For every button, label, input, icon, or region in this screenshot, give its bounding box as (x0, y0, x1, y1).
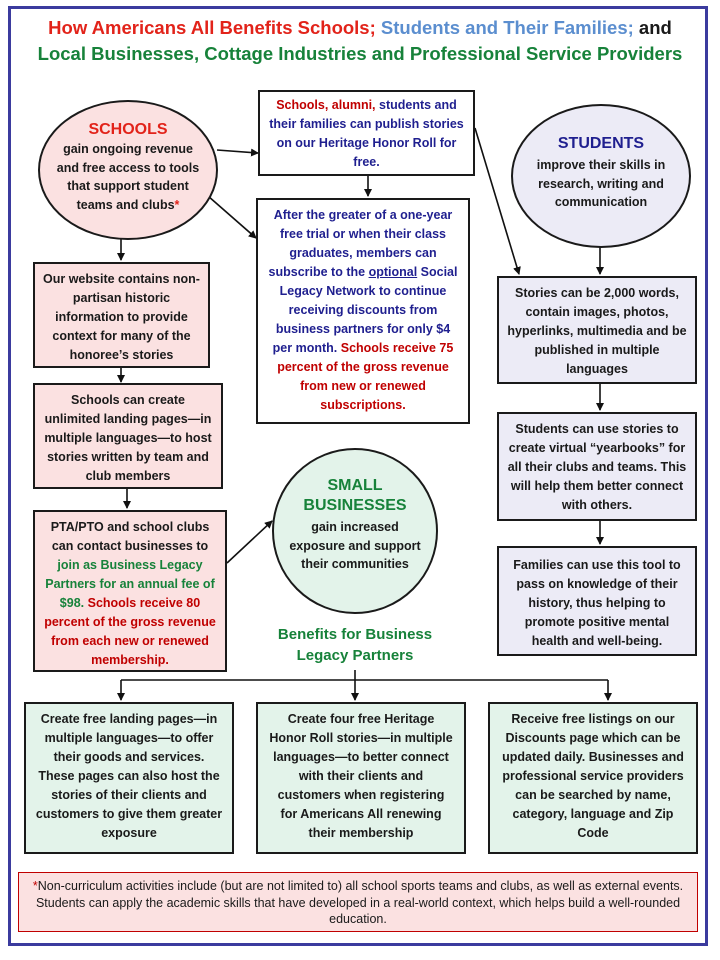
website-box: Our website contains non-partisan historic information to provide context for many of the honoree’s stories (33, 262, 210, 368)
pta-part3: Schools receive 80 percent of the gross revenue from each new or renewed membership. (44, 596, 216, 667)
footnote-box (18, 872, 698, 932)
publish-part1: Schools, alumni, (276, 98, 379, 112)
publish-part2: students and their families can publish stories on our Heritage Honor Roll for free. (269, 98, 464, 169)
schools-body: gain ongoing revenue and free access to tools that support student teams and clubs* (56, 142, 200, 212)
subscribe-optional: optional (368, 265, 418, 279)
arrow-schools-to-publish (217, 150, 258, 153)
small-businesses-circle (272, 448, 438, 614)
students-ellipse (511, 104, 691, 248)
subscribe-box (256, 198, 470, 424)
benefits-label: Benefits for Business Legacy Partners (277, 626, 433, 664)
landing-pages-box: Schools can create unlimited landing pages—in multiple languages—to host stories written by team and club members (33, 383, 223, 489)
benefit-discounts-box: Receive free listings on our Discounts page which can be updated daily. Businesses and professional service providers can be searched by name, category, language and Zip Code (488, 702, 698, 854)
students-heading: STUDENTS (557, 135, 645, 152)
footnote-text: Non-curriculum activities include (but are not limited to) all school sports teams and clubs, as well as external events. Students can apply the academic skills that have developed in a real-world context, which helps build a well-rounded education. (35, 879, 684, 926)
schools-asterisk: * (174, 197, 180, 212)
pta-part2: join as Business Legacy Partners for an annual fee of $98. (45, 558, 215, 610)
arrow-pta-to-smallbiz (227, 521, 272, 563)
title-schools: How Americans All Benefits Schools; (48, 17, 376, 38)
small-businesses-body: gain increased exposure and support their communities (289, 520, 421, 571)
schools-ellipse (38, 100, 218, 240)
arrow-schools-to-subscribe (208, 196, 256, 238)
subscribe-part1: After the greater of a one-year free trial or when their class graduates, members can subscribe to the (268, 208, 453, 279)
stories-box: Stories can be 2,000 words, contain images, photos, hyperlinks, multimedia and be published in multiple languages (497, 276, 697, 384)
title-line-2: Local Businesses, Cottage Industries and Professional Service Providers (37, 43, 683, 64)
pta-box (33, 510, 227, 672)
title-and: and (633, 17, 672, 38)
subscribe-part3: Schools receive 75 percent of the gross revenue from new or renewed subscriptions. (277, 341, 454, 412)
footnote-asterisk: * (32, 879, 38, 893)
families-box: Families can use this tool to pass on knowledge of their history, thus helping to promote positive mental health and well-being. (497, 546, 697, 656)
small-businesses-heading: SMALL BUSINESSES (303, 477, 407, 514)
benefit-honor-roll-box: Create four free Heritage Honor Roll stories—in multiple languages—to better connect with their clients and customers when registering for Americans All renewing their membership (256, 702, 466, 854)
publish-box (258, 90, 475, 176)
arrow-publish-to-stories (475, 128, 519, 274)
yearbook-box: Students can use stories to create virtual “yearbooks” for all their clubs and teams. This will help them better connect with others. (497, 412, 697, 521)
pta-part1: PTA/PTO and school clubs can contact businesses to (50, 520, 210, 553)
subscribe-part2: Social Legacy Network to continue receiving discounts from business partners for only $4 per month. (272, 265, 458, 355)
students-body: improve their skills in research, writing and communication (536, 158, 666, 209)
benefit-landing-pages-box: Create free landing pages—in multiple languages—to offer their goods and services. These pages can also host the stories of their clients and customers to give them greater exposure (24, 702, 234, 854)
schools-heading: SCHOOLS (88, 121, 168, 138)
title-students: Students and Their Families; (375, 17, 634, 38)
